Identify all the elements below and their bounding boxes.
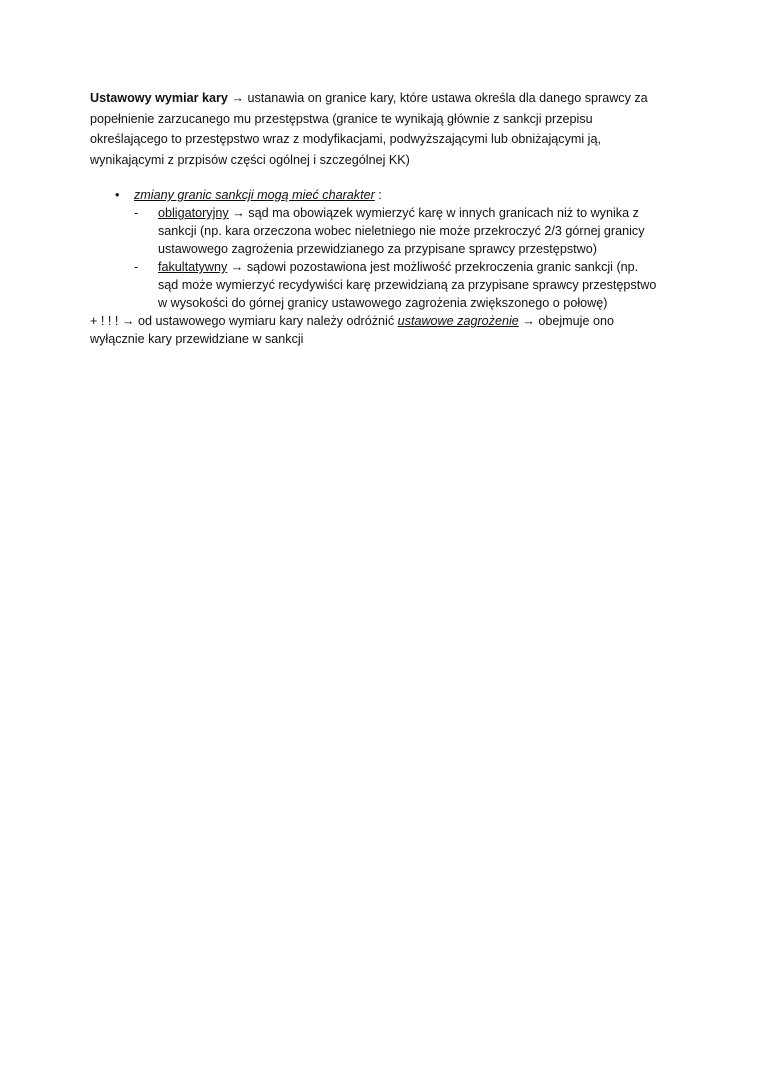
- dash-item-line1-text: sąd ma obowiązek wymierzyć karę w innych granicach niż to wynika z: [244, 206, 639, 220]
- dash-icon: -: [134, 260, 139, 274]
- dash-item-line2-text: sankcji (np. kara orzeczona wobec nieletniego nie może przekroczyć 2/3 górnej granicy: [158, 224, 645, 238]
- note-mid-text: od ustawowego wymiaru kary należy odróżnić: [134, 314, 398, 328]
- note-after-text: obejmuje ono: [534, 314, 614, 328]
- bullet-list: [90, 186, 680, 312]
- dash-item-optional: [90, 258, 680, 312]
- dash-item-line1-text: sądowi pozostawiona jest możliwość przekroczenia granic sankcji (np.: [243, 260, 639, 274]
- bullet-item: [90, 186, 680, 204]
- document-page: [90, 88, 680, 348]
- dash-item-line2-text: sąd może wymierzyć recydywiści karę przewidzianą za przypisane sprawcy przestępstwo: [158, 278, 657, 292]
- intro-line3-text: określającego to przestępstwo wraz z modyfikacjami, podwyższającymi lub obniżającymi ją,: [90, 132, 601, 146]
- arrow-icon: →: [231, 91, 244, 105]
- intro-line2-text: popełnienie zarzucanego mu przestępstwa (granice te wynikają głównie z sankcji przepisu: [90, 111, 593, 126]
- arrow-icon: →: [232, 206, 245, 220]
- bullet-lead-suffix: :: [374, 188, 382, 202]
- note-paragraph: [90, 312, 680, 348]
- dash-item-line3-text: ustawowego zagrożenia przewidzianego za przypisane sprawcy przestępstwo): [158, 242, 597, 256]
- dash-item-line3-text: w wysokości do górnej granicy ustawowego zagrożenia zwiększonego o połowę): [158, 296, 608, 310]
- dash-icon: -: [134, 206, 139, 220]
- intro-line1-text: ustanawia on granice kary, które ustawa określa dla danego sprawcy za: [244, 91, 648, 105]
- intro-paragraph: [90, 88, 680, 170]
- bullet-lead-text: zmiany granic sankcji mogą mieć charakter: [134, 188, 375, 202]
- note-prefix: + ! ! !: [90, 314, 122, 328]
- note-line2-text: wyłącznie kary przewidziane w sankcji: [90, 332, 304, 346]
- arrow-icon: →: [522, 314, 535, 328]
- arrow-icon: →: [230, 260, 244, 274]
- note-term: ustawowe zagrożenie: [397, 314, 519, 328]
- arrow-icon: →: [121, 314, 135, 328]
- dash-item-term: fakultatywny: [158, 260, 228, 274]
- intro-term: Ustawowy wymiar kary: [90, 91, 228, 105]
- dash-item-term: obligatoryjny: [158, 206, 229, 220]
- bullet-icon: •: [115, 188, 120, 202]
- dash-item-obligatory: [90, 204, 680, 258]
- intro-line4-text: wynikającymi z przpisów części ogólnej i szczególnej KK): [90, 152, 410, 167]
